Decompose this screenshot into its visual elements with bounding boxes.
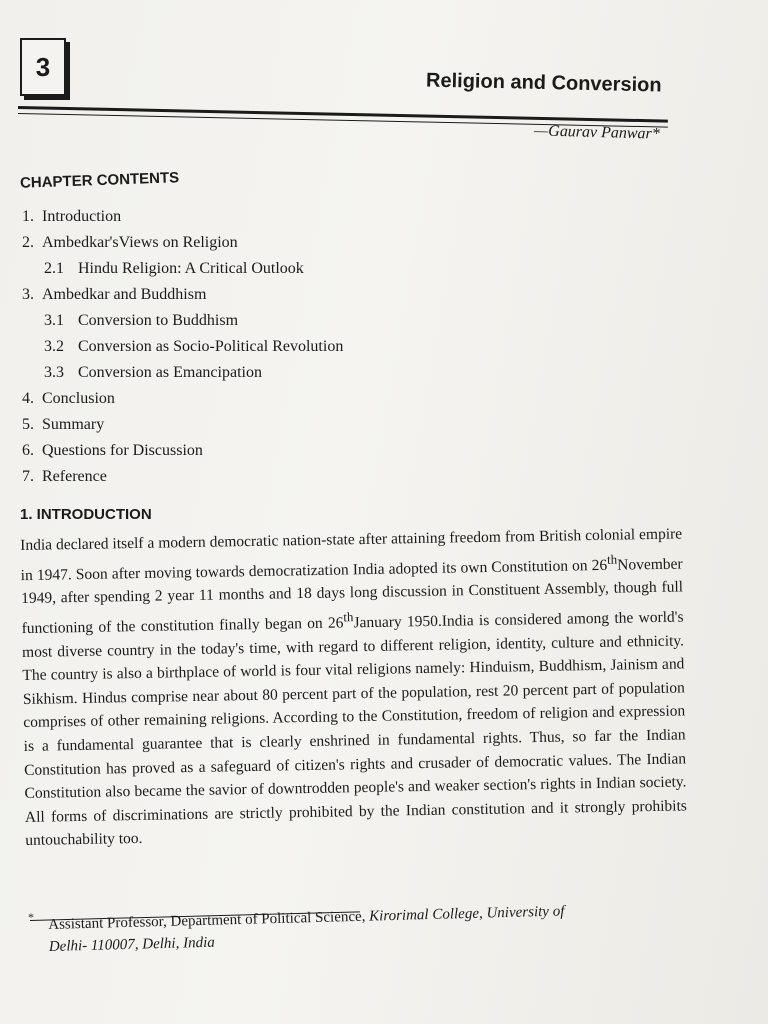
introduction-paragraph [20, 522, 687, 853]
toc-number: 1. [22, 208, 34, 225]
ordinal-suffix: th [343, 609, 354, 625]
toc-item [22, 386, 452, 412]
toc-number: 5. [22, 416, 34, 433]
paragraph-text: November 1949, after spending 2 year 11 months and 18 days long discussion in Constituent Assembly, though full functioning of the constitution finally began on 26 [20, 555, 684, 638]
table-of-contents [22, 204, 452, 490]
chapter-number-box [20, 38, 66, 96]
toc-label: Ambedkar'sViews on Religion [42, 234, 238, 251]
toc-number: 2.1 [44, 260, 64, 277]
footnote-marker: * [28, 910, 34, 924]
chapter-number: 3 [35, 51, 51, 82]
ordinal-suffix: th [606, 551, 618, 567]
toc-item [22, 282, 452, 308]
footnote-line-2: Delhi- 110007, Delhi, India [48, 934, 215, 955]
toc-item [22, 230, 452, 256]
toc-label: Ambedkar and Buddhism [42, 286, 207, 303]
paragraph-text: India declared itself a modern democratic nation-state after attaining freedom from British colonial empire in 1947. Soon after moving towards democratization India adopted its own Constitution on 26 [20, 525, 683, 584]
toc-label: Summary [42, 416, 105, 433]
toc-item [22, 412, 452, 438]
toc-subitem [22, 334, 452, 360]
toc-subitem [22, 360, 452, 386]
toc-subitem [22, 256, 452, 282]
toc-number: 3.1 [44, 312, 64, 329]
paragraph-text: January 1950.India is considered among the world's most diverse country in the today's time, with regard to different religion, identity, culture and ethnicity. The country is also a birthplace of world is four vital religions namely: Hinduism, Buddhism, Jainism and Sikhism. Hindus comprise near about 80 percent part of the population, rest 20 percent part of population comprises of other remaining religions. According to the Constitution, freedom of religion and expression is a fundamental guarantee that is clearly enshrined in fundamental rights. Thus, so far the Indian Constitution has proved as a safeguard of citizen's rights and crusader of democratic values. The Indian Constitution also became the savior of downtrodden people's and weaker section's rights in Indian society. All forms of discriminations are strictly prohibited by the Indian constitution and it strongly prohibits untouchability too. [21, 608, 687, 850]
toc-label: Conversion to Buddhism [78, 312, 239, 329]
toc-number: 4. [22, 390, 34, 407]
toc-label: Conversion as Socio-Political Revolution [78, 338, 344, 355]
section-heading: 1. INTRODUCTION [20, 506, 152, 523]
toc-number: 3.2 [44, 338, 64, 355]
chapter-title: Religion and Conversion [426, 69, 663, 97]
toc-item [22, 464, 452, 490]
toc-label: Introduction [42, 208, 122, 225]
footnote [48, 897, 699, 958]
toc-subitem [22, 308, 452, 334]
toc-number: 3. [22, 286, 34, 303]
footnote-affiliation: Assistant Professor, Department of Political Science, [48, 908, 370, 933]
toc-label: Reference [42, 468, 107, 485]
toc-number: 6. [22, 442, 34, 459]
toc-label: Hindu Religion: A Critical Outlook [78, 260, 304, 277]
toc-label: Questions for Discussion [42, 442, 203, 459]
toc-label: Conversion as Emancipation [78, 364, 262, 381]
toc-item [22, 204, 452, 230]
toc-number: 7. [22, 468, 34, 485]
contents-heading: CHAPTER CONTENTS [19, 169, 180, 192]
toc-number: 2. [22, 234, 34, 251]
toc-number: 3.3 [44, 364, 64, 381]
footnote-college: Kirorimal College, University of [368, 903, 565, 925]
chapter-author: —Gaurav Panwar* [534, 122, 661, 143]
toc-label: Conclusion [42, 390, 115, 407]
toc-item [22, 438, 452, 464]
